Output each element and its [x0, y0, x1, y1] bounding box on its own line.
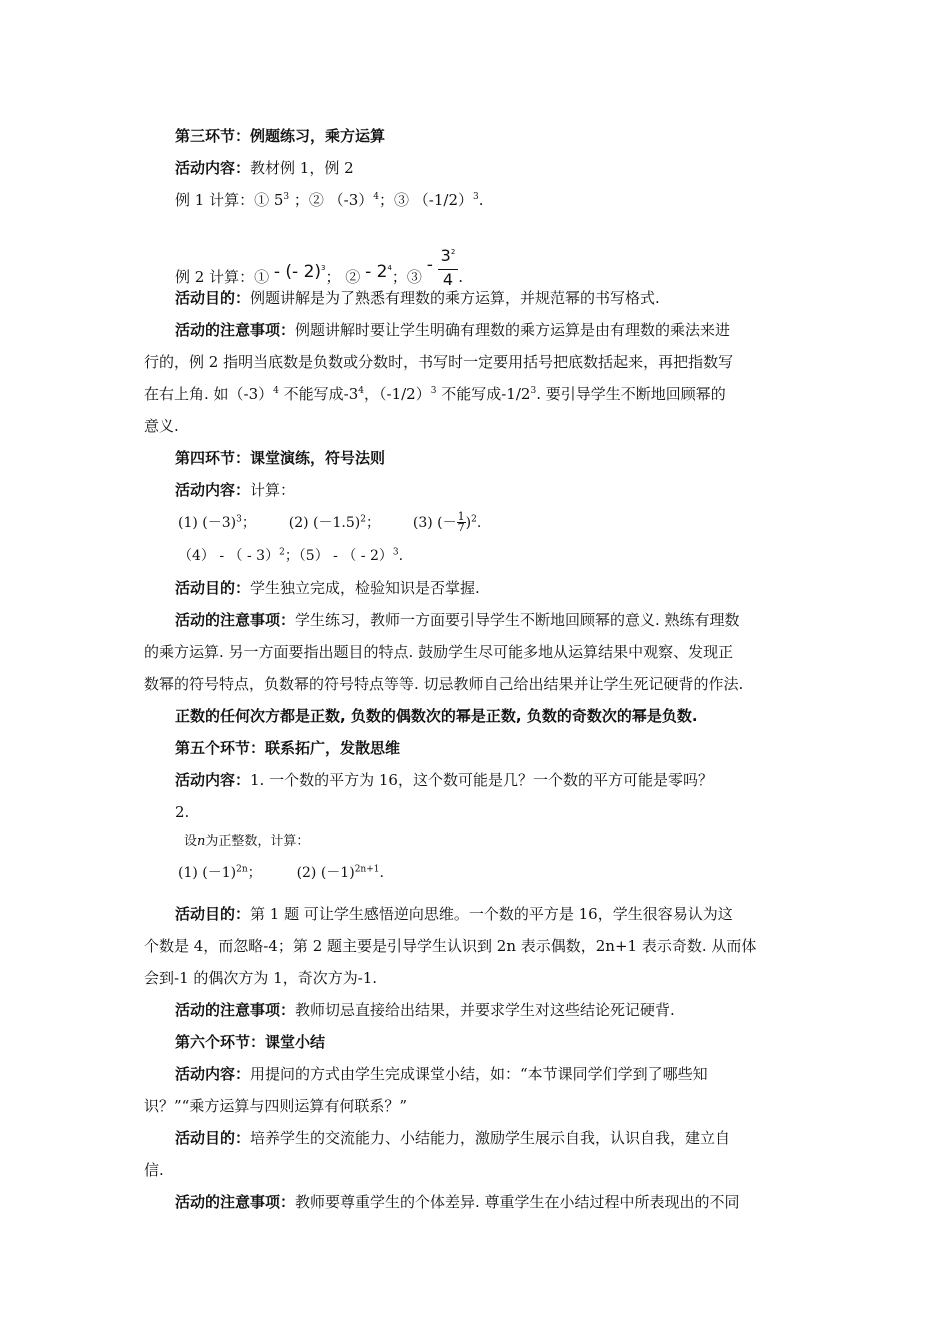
s4-problem-1: [178, 515, 256, 531]
s4-content-label: 活动内容：: [175, 481, 251, 499]
s5-content-line: [175, 770, 713, 790]
s3-content-text: 教材例 1，例 2: [250, 159, 354, 177]
s5-set-b: 为正整数，计算：: [205, 834, 310, 849]
s3-note-l3-exp2: 4: [358, 386, 365, 396]
s5-set-var: n: [197, 834, 206, 849]
s5-q2-end: .: [379, 865, 384, 881]
s5-note-text: 教师切忌直接给出结果，并要求学生对这些结论死记硬背.: [295, 1001, 675, 1019]
s3-content-line: [175, 158, 354, 178]
ex2-m1-exp: 3: [321, 264, 326, 272]
s3-purpose-label: 活动目的：: [175, 289, 251, 307]
s3-note-l3-exp1: 4: [273, 386, 279, 396]
s3-note-line-2: 行的，例 2 指明当底数是负数或分数时，书写时一定要用括号把底数括起来，再把指数写: [144, 353, 734, 371]
s6-content-line-2: 识？”“乘方运算与四则运算有何联系？”: [144, 1097, 408, 1115]
s6-content-label: 活动内容：: [175, 1065, 251, 1083]
s5-question-1: [178, 865, 262, 881]
s4-purpose-line: [175, 578, 480, 598]
s5-q2-exp: 2n+1: [354, 864, 380, 875]
s4-p5-end: .: [398, 548, 404, 564]
ex2-m2-exp: 4: [387, 264, 392, 272]
s5-purpose-label: 活动目的：: [175, 905, 251, 923]
ex1-exp3: 3: [473, 192, 479, 202]
s5-question-2: [297, 865, 384, 881]
s4-content-text: 计算：: [250, 481, 296, 499]
s5-note-label: 活动的注意事项：: [175, 1001, 296, 1019]
s5-q1-base: (1) (－1): [178, 865, 237, 881]
s4-note-line-1: [175, 610, 740, 630]
s4-p5-base: ；（5） - （ - 2）: [284, 548, 393, 564]
s4-problems-row-2: [178, 546, 403, 566]
s3-note-l3c: ，（-1/2）: [364, 385, 431, 403]
s5-content-text: 1. 一个数的平方为 16，这个数可能是几？一个数的平方可能是零吗？: [250, 771, 713, 789]
s3-note-l3a: 在右上角. 如（-3）: [144, 385, 274, 403]
s4-purpose-text: 学生独立完成，检验知识是否掌握.: [250, 579, 480, 597]
s4-p1-end: ；: [241, 514, 256, 531]
section-4-heading: 第四环节：课堂演练，符号法则: [175, 449, 386, 467]
s4-p3-exp: 2: [471, 513, 477, 524]
s3-note-text-1: 例题讲解时要让学生明确有理数的乘方运算是由有理数的乘法来进: [295, 321, 731, 339]
s3-note-l3-exp4: 3: [530, 386, 537, 396]
s5-set-a: 设: [184, 834, 198, 849]
s6-purpose-line-2: 信.: [144, 1161, 164, 1179]
s3-note-l3-exp3: 3: [430, 386, 437, 396]
s4-p5-exp: 3: [392, 547, 399, 558]
ex2-num-exp: 2: [450, 248, 456, 256]
s4-p4-base: （4） - （ - 3）: [178, 548, 280, 564]
s6-content-line-1: [175, 1064, 708, 1084]
s4-note-text-1: 学生练习，教师一方面要引导学生不断地回顾幂的意义. 熟练有理数: [295, 611, 740, 629]
ex2-fraction: [438, 246, 459, 290]
ex2-sep2: ；③: [391, 268, 422, 286]
ex2-m1-base: - (- 2): [273, 262, 322, 282]
ex2-fraction-denominator: 4: [442, 270, 454, 289]
s4-p1-base: (1) (－3): [178, 514, 237, 531]
section-6-heading: 第六个环节：课堂小结: [175, 1033, 326, 1051]
s4-p1-exp: 3: [236, 513, 242, 524]
section-5-heading: 第五个环节：联系拓广，发散思维: [175, 739, 401, 757]
s5-purpose-line-2: 个数是 4，而忽略-4；第 2 题主要是引导学生认识到 2n 表示偶数，2n+1 表示奇数. 从而体: [144, 937, 757, 955]
s5-purpose-line-1: [175, 904, 733, 924]
ex2-end: .: [458, 268, 464, 286]
ex2-num-base: 3: [440, 246, 451, 265]
s6-note-label: 活动的注意事项：: [175, 1193, 296, 1211]
s5-q1-exp: 2n: [236, 864, 248, 875]
ex2-sep1: ； ②: [325, 268, 361, 286]
s4-p3-fraction: [457, 512, 466, 533]
s5-item-2: 2.: [175, 803, 190, 821]
ex2-expr-2: [365, 262, 392, 282]
s5-purpose-line-3: 会到-1 的偶次方为 1，奇次方为-1.: [144, 969, 378, 987]
s5-questions-row: [178, 863, 384, 883]
s4-p2-base: (2) (－1.5): [288, 514, 361, 531]
s6-content-text-1: 用提问的方式由学生完成课堂小结，如：“本节课同学们学到了哪些知: [250, 1065, 708, 1083]
s4-p3-end: .: [476, 514, 482, 531]
s6-note-line: [175, 1192, 740, 1212]
s6-purpose-text-1: 培养学生的交流能力、小结能力，激励学生展示自我，认识自我，建立自: [250, 1129, 731, 1147]
example-1-line: [175, 190, 484, 210]
s3-note-line-4: 意义.: [144, 417, 179, 435]
ex2-expr-1: [274, 262, 326, 282]
s6-note-text: 教师要尊重学生的个体差异. 尊重学生在小结过程中所表现出的不同: [295, 1193, 740, 1211]
ex2-label: 例 2 计算：①: [175, 268, 270, 286]
ex1-mid1: ；② （-3）: [289, 191, 374, 209]
ex1-mid2: ；③ （-1/2）: [379, 191, 474, 209]
s3-note-l3d: 不能写成-1/2: [436, 385, 531, 403]
s4-problem-2: [289, 515, 380, 531]
s4-note-line-2: 的乘方运算. 另一方面要指出题目的特点. 鼓励学生尽可能多地从运算结果中观察、发现正: [144, 643, 734, 661]
s4-content-line: [175, 480, 295, 500]
s4-problems-row-1: [178, 512, 481, 533]
s4-p3-den: 7: [457, 521, 465, 534]
ex1-label: 例 1 计算：① 5: [175, 191, 284, 209]
s3-purpose-text: 例题讲解是为了熟悉有理数的乘方运算，并规范幂的书写格式.: [250, 289, 660, 307]
s3-purpose-line: [175, 288, 660, 308]
s5-purpose-text-1: 第 1 题 可让学生感悟逆向思维。一个数的平方是 16，学生很容易认为这: [250, 905, 733, 923]
s4-note-label: 活动的注意事项：: [175, 611, 296, 629]
s5-content-label: 活动内容：: [175, 771, 251, 789]
s4-note-line-3: 数幂的符号特点，负数幂的符号特点等等. 切忌教师自己给出结果并让学生死记硬背的作法.: [144, 675, 744, 693]
s4-problem-3: [412, 510, 482, 534]
s6-purpose-label: 活动目的：: [175, 1129, 251, 1147]
ex1-end: .: [478, 191, 484, 209]
section-3-heading: 第三环节：例题练习，乘方运算: [175, 127, 386, 145]
s4-purpose-label: 活动目的：: [175, 579, 251, 597]
s4-p3-num: 1: [457, 510, 465, 523]
s5-q2-base: (2) (－1): [296, 865, 355, 881]
s3-content-label: 活动内容：: [175, 159, 251, 177]
s5-set-line: [184, 832, 309, 852]
s5-q1-end: ；: [247, 865, 262, 881]
s4-p3-close: ): [465, 514, 472, 531]
ex2-fraction-numerator: [438, 246, 459, 270]
s4-p3-base: (3) (－: [412, 514, 457, 531]
s3-note-l3e: . 要引导学生不断地回顾幂的: [536, 385, 726, 403]
s5-note-line: [175, 1000, 675, 1020]
s3-note-line-3: [144, 384, 726, 404]
s4-p2-exp: 2: [360, 513, 366, 524]
ex1-exp1: 3: [283, 192, 290, 202]
ex1-exp2: 4: [373, 192, 380, 202]
ex2-m3-sign: -: [426, 255, 433, 275]
ex2-m2-base: - 2: [365, 262, 388, 282]
sign-rule-statement: 正数的任何次方都是正数, 负数的偶数次的幂是正数, 负数的奇数次的幂是负数.: [175, 707, 698, 725]
s4-p2-end: ；: [365, 514, 380, 531]
s3-note-label: 活动的注意事项：: [175, 321, 296, 339]
s3-note-line-1: [175, 320, 730, 340]
s4-p4-exp: 2: [279, 547, 285, 558]
s3-note-l3b: 不能写成-3: [278, 385, 359, 403]
s6-purpose-line-1: [175, 1128, 730, 1148]
